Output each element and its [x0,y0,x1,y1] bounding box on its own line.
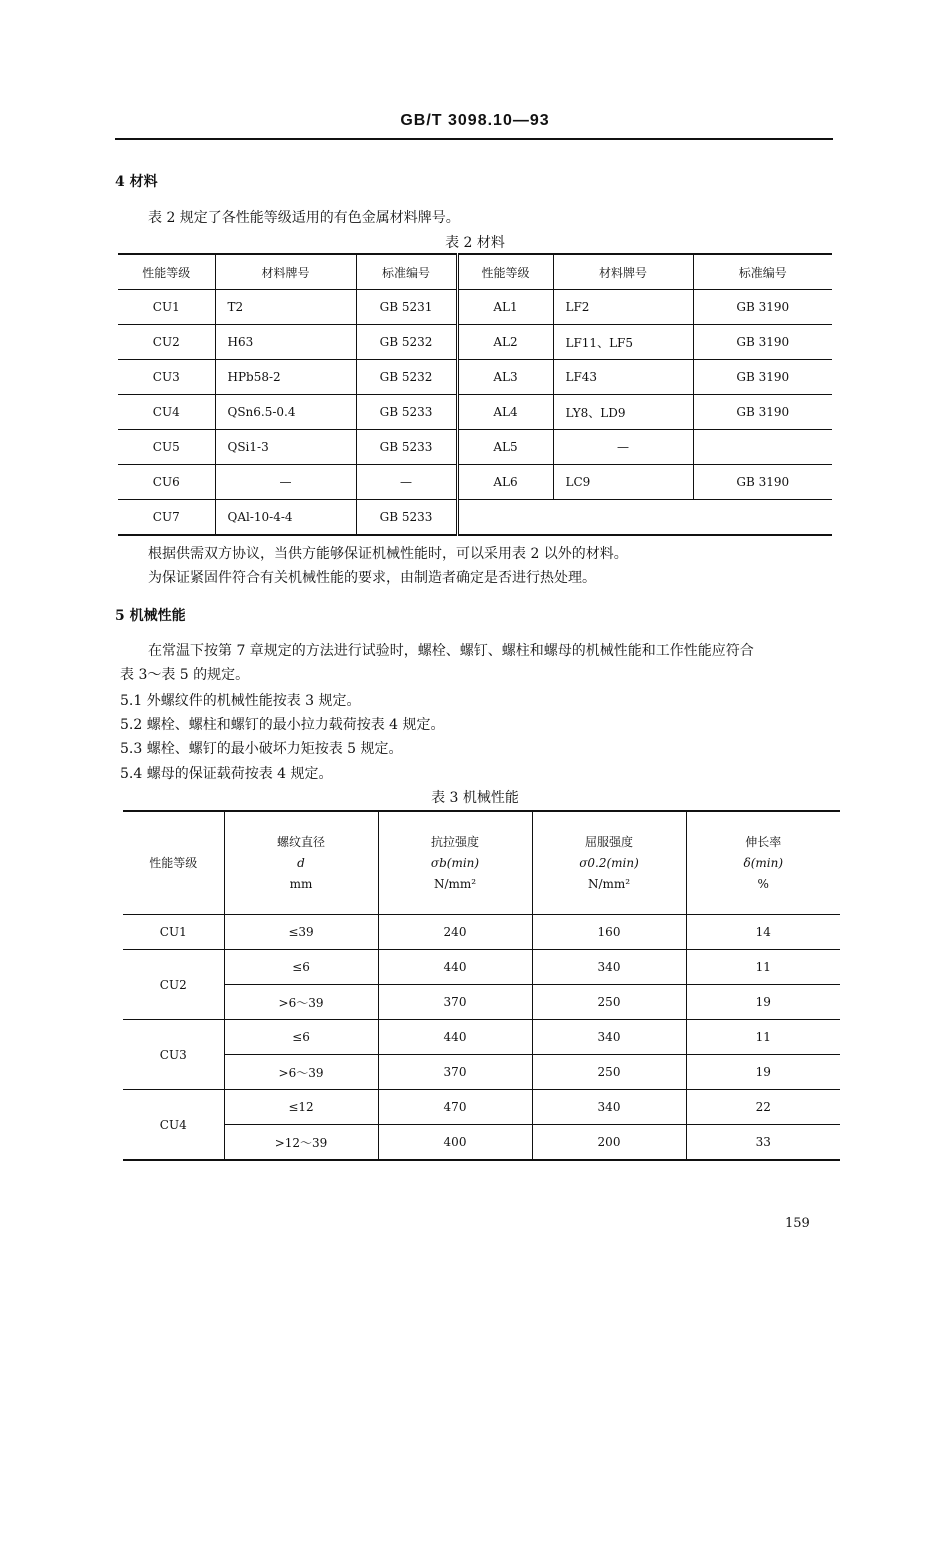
section-4-note-1: 根据供需双方协议，当供方能够保证机械性能时，可以采用表 2 以外的材料。 [148,546,628,562]
table-cell: ≤39 [224,915,378,950]
table-row [123,1125,840,1161]
table-cell: AL6 [457,465,553,500]
section-4-heading: 4 材料 [115,174,158,190]
table-cell: 33 [686,1125,840,1161]
page-number: 159 [785,1216,810,1231]
table-cell: LF43 [553,360,693,395]
header-name: 抗拉强度 [430,834,479,849]
table-3-header-row [123,811,840,915]
table-row [118,430,832,465]
table-cell: 22 [686,1090,840,1125]
header-rule [115,138,833,140]
table-row [118,395,832,430]
table-cell: QSi1-3 [215,430,356,465]
table-cell: CU3 [118,360,215,395]
table-2-header-cell: 性能等级 [457,254,553,290]
section-4-note-2: 为保证紧固件符合有关机械性能的要求，由制造者确定是否进行热处理。 [148,570,596,586]
header-name: 屈服强度 [584,834,633,849]
table-cell: CU2 [118,325,215,360]
table-cell: GB 3190 [693,465,832,500]
table-cell: LY8、LD9 [553,395,693,430]
table-cell: 340 [532,1020,686,1055]
table-cell: 19 [686,985,840,1020]
table-cell: T2 [215,290,356,325]
table-row [123,1090,840,1125]
section-5-paragraph-line-1: 在常温下按第 7 章规定的方法进行试验时，螺栓、螺钉、螺柱和螺母的机械性能和工作性能应符合 [148,643,754,659]
header-symbol: d [297,855,305,870]
table-cell: GB 3190 [693,290,832,325]
table-cell: 250 [532,985,686,1020]
section-4-intro: 表 2 规定了各性能等级适用的有色金属材料牌号。 [148,210,460,226]
table-cell: 11 [686,1020,840,1055]
table-cell: LC9 [553,465,693,500]
grade-cell: CU2 [123,950,224,1020]
table-cell: CU7 [118,500,215,536]
table-2-header-cell: 标准编号 [356,254,457,290]
table-cell: 400 [378,1125,532,1161]
table-row [118,465,832,500]
grade-cell: CU4 [123,1090,224,1161]
table-cell: 370 [378,985,532,1020]
table-row [118,290,832,325]
header-unit: N/mm² [433,876,477,891]
table-cell: 440 [378,1020,532,1055]
table-cell: — [553,430,693,465]
table-row [118,500,832,536]
table-2-header-cell: 材料牌号 [553,254,693,290]
table-cell [693,430,832,465]
table-cell: — [356,465,457,500]
table-cell: CU1 [118,290,215,325]
header-unit: mm [289,876,313,891]
table-empty-cell [457,500,832,536]
header-symbol: σ0.2(min) [579,855,639,870]
table-2-caption: 表 2 材料 [445,235,505,251]
table-3-header-elongation [686,811,840,915]
table-cell: >12～39 [224,1125,378,1161]
table-cell: AL3 [457,360,553,395]
table-cell: 340 [532,1090,686,1125]
header-name: 螺纹直径 [276,834,325,849]
table-row [123,1020,840,1055]
section-5-heading: 5 机械性能 [115,608,186,624]
table-2-header-row [118,254,832,290]
header-symbol: σb(min) [430,855,480,870]
table-row [118,325,832,360]
document-header: GB/T 3098.10—93 [400,112,550,129]
table-3-caption: 表 3 机械性能 [431,790,519,806]
table-row [123,1055,840,1090]
table-3-header-grade: 性能等级 [123,811,224,915]
table-cell: GB 3190 [693,360,832,395]
grade-cell: CU1 [123,915,224,950]
section-5-paragraph-line-2: 表 3～表 5 的规定。 [120,667,250,683]
grade-cell: CU3 [123,1020,224,1090]
table-cell: ≤12 [224,1090,378,1125]
table-row [123,915,840,950]
table-cell: >6～39 [224,985,378,1020]
section-5-item: 5.2 螺栓、螺柱和螺钉的最小拉力载荷按表 4 规定。 [120,717,445,733]
table-cell: LF2 [553,290,693,325]
table-cell: ≤6 [224,1020,378,1055]
table-row [123,985,840,1020]
table-cell: — [215,465,356,500]
table-cell: GB 5233 [356,395,457,430]
table-cell: 250 [532,1055,686,1090]
table-3-header-tensile [378,811,532,915]
table-cell: 370 [378,1055,532,1090]
table-cell: GB 5232 [356,325,457,360]
header-name: 伸长率 [745,834,782,849]
section-5-item: 5.3 螺栓、螺钉的最小破坏力矩按表 5 规定。 [120,741,403,757]
table-3-header-yield [532,811,686,915]
table-cell: 19 [686,1055,840,1090]
table-cell: 440 [378,950,532,985]
table-cell: LF11、LF5 [553,325,693,360]
table-cell: CU6 [118,465,215,500]
table-cell: 160 [532,915,686,950]
table-cell: GB 3190 [693,325,832,360]
table-cell: 200 [532,1125,686,1161]
table-cell: AL5 [457,430,553,465]
table-cell: QSn6.5-0.4 [215,395,356,430]
table-cell: GB 5233 [356,500,457,536]
table-2-materials [118,253,832,536]
table-3-mechanical-properties [123,810,840,1161]
table-row [123,950,840,985]
table-cell: 240 [378,915,532,950]
table-cell: 470 [378,1090,532,1125]
section-5-item: 5.1 外螺纹件的机械性能按表 3 规定。 [120,693,361,709]
table-3-header-diameter [224,811,378,915]
table-cell: GB 5233 [356,430,457,465]
table-cell: GB 3190 [693,395,832,430]
header-symbol: δ(min) [743,855,784,870]
table-cell: 14 [686,915,840,950]
table-cell: >6～39 [224,1055,378,1090]
table-2-header-cell: 材料牌号 [215,254,356,290]
header-unit: N/mm² [587,876,631,891]
table-row [118,360,832,395]
table-cell: AL2 [457,325,553,360]
table-cell: AL4 [457,395,553,430]
table-cell: 11 [686,950,840,985]
table-2-header-cell: 标准编号 [738,265,787,280]
header-unit: % [757,876,769,891]
table-cell: 340 [532,950,686,985]
table-cell: QAl-10-4-4 [215,500,356,536]
table-cell: GB 5232 [356,360,457,395]
table-cell: AL1 [457,290,553,325]
table-2-header-cell: 性能等级 [118,254,215,290]
table-cell: ≤6 [224,950,378,985]
table-cell: CU4 [118,395,215,430]
section-5-item: 5.4 螺母的保证载荷按表 4 规定。 [120,766,333,782]
table-cell: HPb58-2 [215,360,356,395]
table-cell: CU5 [118,430,215,465]
table-cell: H63 [215,325,356,360]
table-cell: GB 5231 [356,290,457,325]
